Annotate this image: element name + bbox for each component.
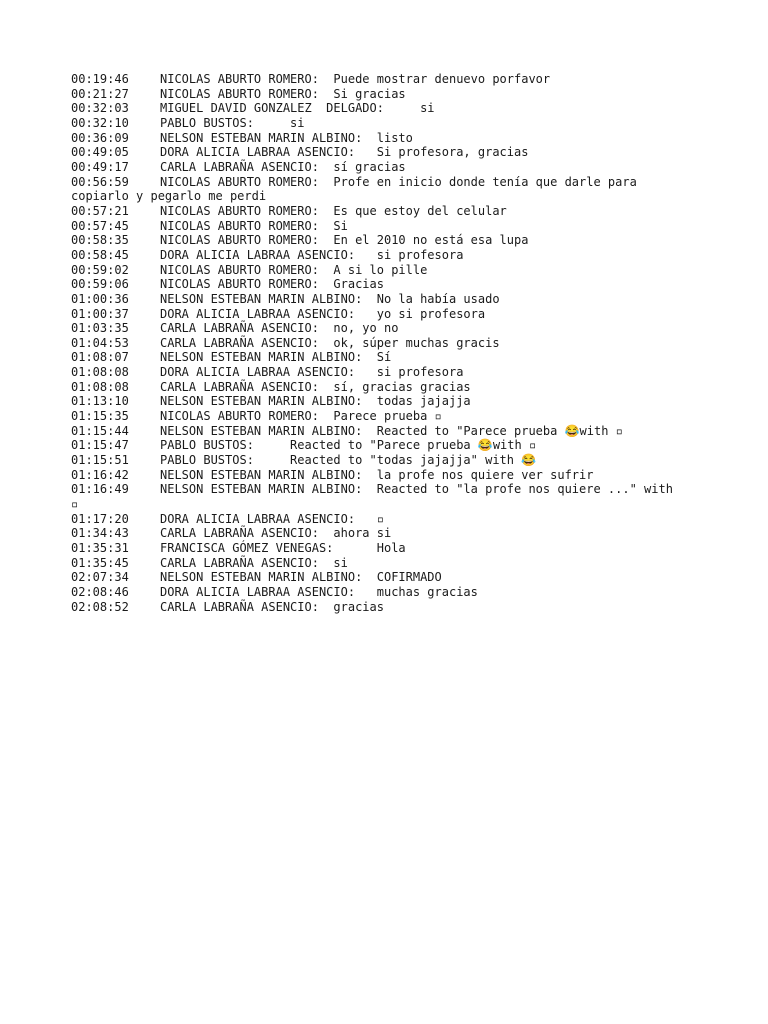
message-timestamp: 01:08:08 <box>71 365 129 380</box>
message-text: DORA ALICIA LABRAA ASENCIO: muchas gracias <box>160 584 478 599</box>
message-text: NELSON ESTEBAN MARIN ALBINO: Reacted to "la profe nos quiere ..." with <box>160 482 673 497</box>
message-timestamp: 02:08:52 <box>71 599 129 614</box>
message-timestamp: 00:58:45 <box>71 247 129 262</box>
message-timestamp: 00:32:03 <box>71 101 129 116</box>
chat-message <box>71 365 721 380</box>
message-timestamp: 01:35:45 <box>71 555 129 570</box>
message-timestamp: 01:03:35 <box>71 321 129 336</box>
message-timestamp: 01:15:44 <box>71 423 129 438</box>
message-timestamp: 00:49:05 <box>71 145 129 160</box>
message-timestamp: 00:59:02 <box>71 262 129 277</box>
message-text: NELSON ESTEBAN MARIN ALBINO: todas jajajja <box>160 394 471 409</box>
message-text: PABLO BUSTOS: Reacted to "Parece prueba 😂with ▫ <box>160 438 537 453</box>
chat-message <box>71 307 721 322</box>
chat-message <box>71 87 721 102</box>
chat-message <box>71 424 721 439</box>
message-timestamp: 00:58:35 <box>71 233 129 248</box>
chat-message <box>71 219 721 234</box>
message-timestamp: 01:00:36 <box>71 291 129 306</box>
message-text: NICOLAS ABURTO ROMERO: Gracias <box>160 277 384 292</box>
message-text: CARLA LABRAÑA ASENCIO: gracias <box>160 599 384 614</box>
message-timestamp: 00:49:17 <box>71 159 129 174</box>
message-text: CARLA LABRAÑA ASENCIO: ok, súper muchas gracis <box>160 335 500 350</box>
message-text: NICOLAS ABURTO ROMERO: Es que estoy del celular <box>160 203 507 218</box>
message-timestamp: 02:08:46 <box>71 584 129 599</box>
chat-message <box>71 204 721 219</box>
chat-message <box>71 277 721 292</box>
message-timestamp: 00:57:21 <box>71 203 129 218</box>
message-continuation: copiarlo y pegarlo me perdi <box>71 189 267 204</box>
message-timestamp: 01:15:35 <box>71 409 129 424</box>
message-text: NICOLAS ABURTO ROMERO: Profe en inicio donde tenía que darle para <box>160 174 637 189</box>
chat-message <box>71 380 721 395</box>
message-text: NICOLAS ABURTO ROMERO: Parece prueba ▫ <box>160 409 442 424</box>
message-text: CARLA LABRAÑA ASENCIO: sí gracias <box>160 159 406 174</box>
chat-message <box>71 263 721 278</box>
chat-message <box>71 101 721 116</box>
chat-message <box>71 233 721 248</box>
message-timestamp: 01:34:43 <box>71 526 129 541</box>
message-text: NICOLAS ABURTO ROMERO: Si gracias <box>160 86 406 101</box>
message-timestamp: 01:08:07 <box>71 350 129 365</box>
message-text: CARLA LABRAÑA ASENCIO: sí, gracias gracias <box>160 379 471 394</box>
message-timestamp: 01:16:49 <box>71 482 129 497</box>
message-text: DORA ALICIA LABRAA ASENCIO: Si profesora, gracias <box>160 145 529 160</box>
chat-transcript <box>71 72 721 614</box>
message-text: DORA ALICIA LABRAA ASENCIO: yo si profesora <box>160 306 486 321</box>
chat-message <box>71 556 721 571</box>
message-timestamp: 01:17:20 <box>71 511 129 526</box>
message-text: DORA ALICIA LABRAA ASENCIO: si profesora <box>160 365 464 380</box>
message-text: DORA ALICIA LABRAA ASENCIO: ▫ <box>160 511 384 526</box>
message-timestamp: 01:13:10 <box>71 394 129 409</box>
chat-message <box>71 526 721 541</box>
message-timestamp: 01:15:51 <box>71 453 129 468</box>
chat-message <box>71 600 721 615</box>
message-continuation: ▫ <box>71 497 79 512</box>
message-timestamp: 00:59:06 <box>71 277 129 292</box>
message-text: NELSON ESTEBAN MARIN ALBINO: No la había usado <box>160 291 500 306</box>
message-timestamp: 01:04:53 <box>71 335 129 350</box>
chat-message <box>71 541 721 556</box>
chat-message <box>71 321 721 336</box>
message-timestamp: 00:57:45 <box>71 218 129 233</box>
message-timestamp: 01:15:47 <box>71 438 129 453</box>
message-text: CARLA LABRAÑA ASENCIO: no, yo no <box>160 321 399 336</box>
chat-message <box>71 512 721 527</box>
message-timestamp: 00:32:10 <box>71 115 129 130</box>
message-text: NELSON ESTEBAN MARIN ALBINO: COFIRMADO <box>160 570 442 585</box>
chat-message <box>71 131 721 146</box>
message-text: MIGUEL DAVID GONZALEZ DELGADO: si <box>160 101 435 116</box>
message-timestamp: 00:56:59 <box>71 174 129 189</box>
message-text: CARLA LABRAÑA ASENCIO: si <box>160 555 348 570</box>
message-timestamp: 01:16:42 <box>71 467 129 482</box>
chat-message <box>71 336 721 351</box>
message-timestamp: 00:19:46 <box>71 72 129 86</box>
chat-message <box>71 292 721 307</box>
message-timestamp: 00:36:09 <box>71 130 129 145</box>
chat-message <box>71 409 721 424</box>
chat-message <box>71 248 721 263</box>
chat-message <box>71 145 721 160</box>
chat-message <box>71 394 721 409</box>
chat-message <box>71 438 721 453</box>
message-text: NELSON ESTEBAN MARIN ALBINO: listo <box>160 130 413 145</box>
message-text: NELSON ESTEBAN MARIN ALBINO: Sí <box>160 350 392 365</box>
chat-message <box>71 175 721 190</box>
message-text: NELSON ESTEBAN MARIN ALBINO: la profe nos quiere ver sufrir <box>160 467 594 482</box>
chat-message <box>71 72 721 87</box>
chat-message <box>71 482 721 497</box>
chat-message <box>71 570 721 585</box>
chat-message <box>71 160 721 175</box>
message-text: DORA ALICIA LABRAA ASENCIO: si profesora <box>160 247 464 262</box>
chat-message <box>71 468 721 483</box>
chat-message <box>71 350 721 365</box>
message-timestamp: 01:08:08 <box>71 379 129 394</box>
chat-message <box>71 585 721 600</box>
chat-message <box>71 116 721 131</box>
message-text: NICOLAS ABURTO ROMERO: A si lo pille <box>160 262 428 277</box>
message-timestamp: 00:21:27 <box>71 86 129 101</box>
message-timestamp: 01:35:31 <box>71 541 129 555</box>
message-text: CARLA LABRAÑA ASENCIO: ahora si <box>160 526 392 541</box>
message-text: PABLO BUSTOS: Reacted to "todas jajajja" with 😂 <box>160 453 537 468</box>
message-text: NICOLAS ABURTO ROMERO: Si <box>160 218 348 233</box>
chat-message <box>71 453 721 468</box>
message-timestamp: 02:07:34 <box>71 570 129 585</box>
message-text: NICOLAS ABURTO ROMERO: Puede mostrar denuevo porfavor <box>160 72 551 86</box>
message-text: NELSON ESTEBAN MARIN ALBINO: Reacted to "Parece prueba 😂with ▫ <box>160 423 623 438</box>
message-text: NICOLAS ABURTO ROMERO: En el 2010 no está esa lupa <box>160 233 529 248</box>
message-timestamp: 01:00:37 <box>71 306 129 321</box>
message-text: FRANCISCA GÓMEZ VENEGAS: Hola <box>160 541 406 555</box>
message-text: PABLO BUSTOS: si <box>160 115 305 130</box>
